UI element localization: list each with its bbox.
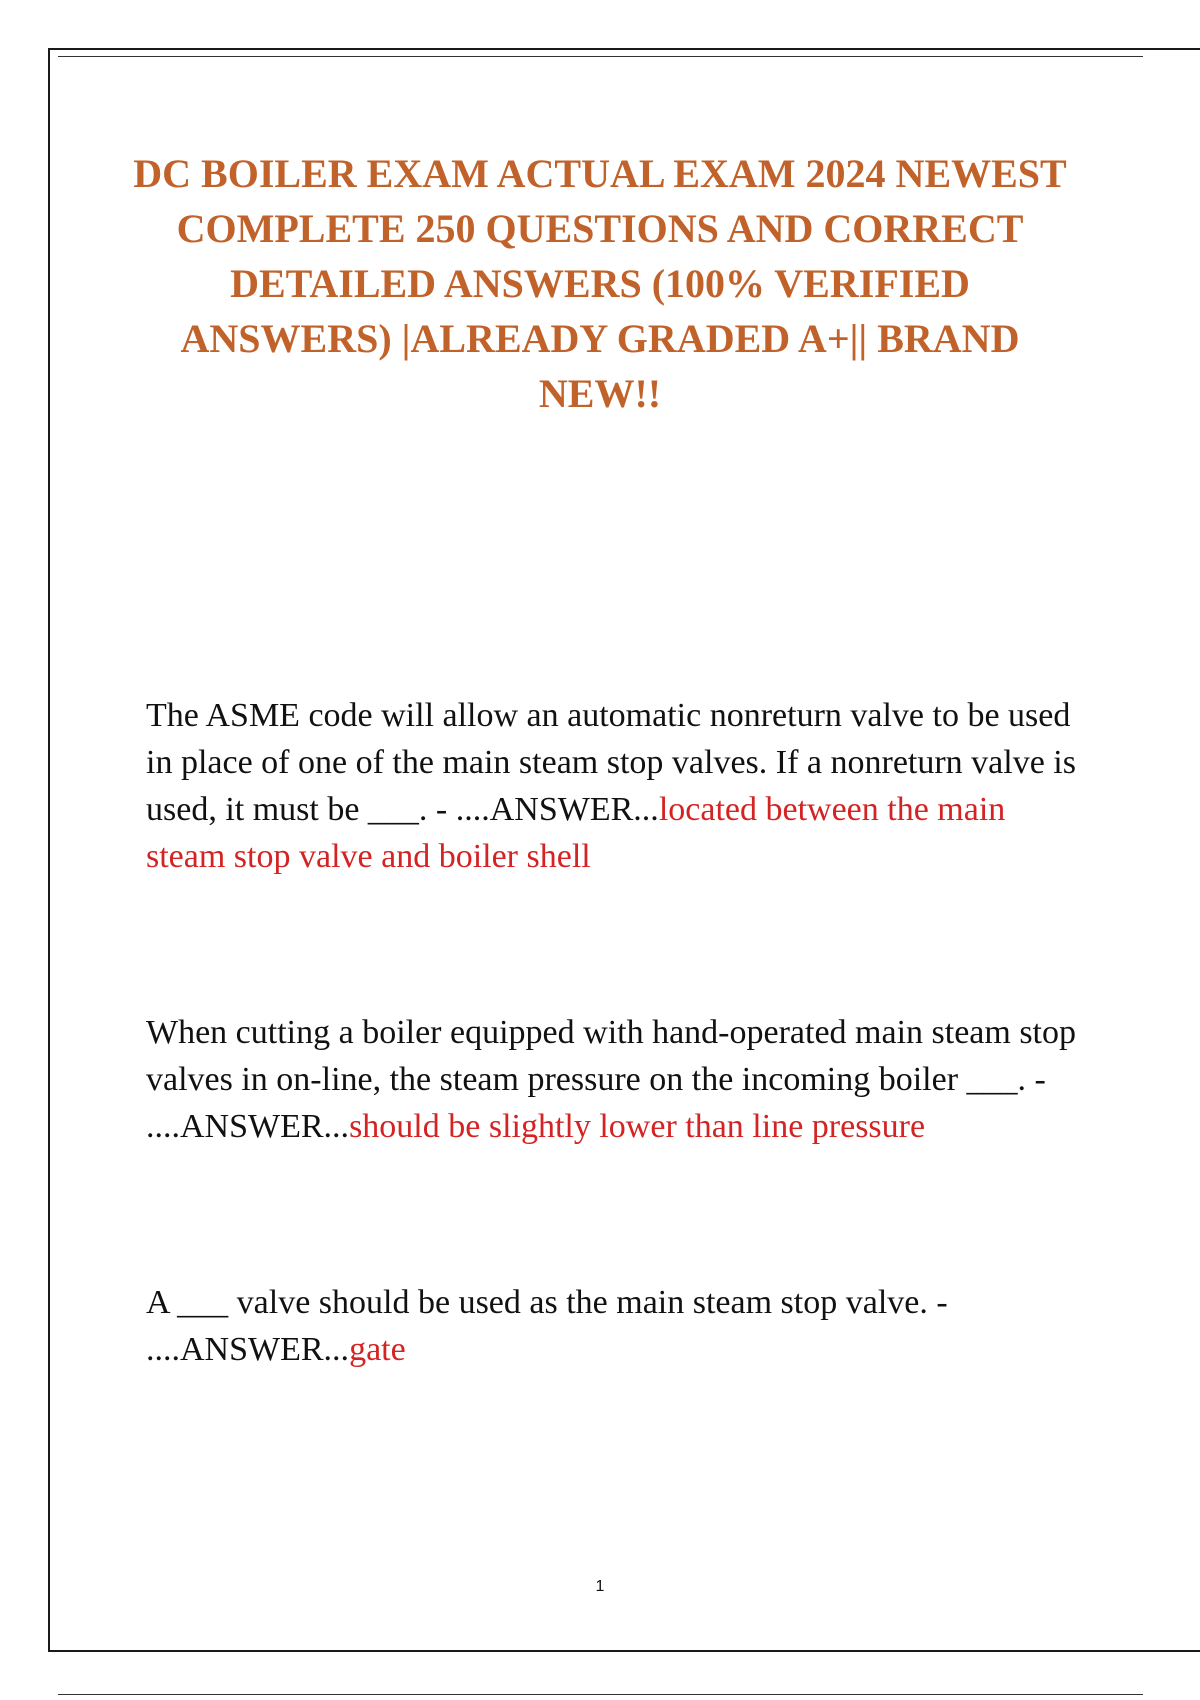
- top-rule: [58, 56, 1143, 57]
- bottom-rule: [58, 1694, 1143, 1695]
- question-text: The ASME code will allow an automatic nonreturn valve to be used in place of one of the main steam stop valves. If a nonreturn valve is used, it must be ___. - ....ANSWER...: [146, 697, 1076, 828]
- document-title: DC BOILER EXAM ACTUAL EXAM 2024 NEWEST COMPLETE 250 QUESTIONS AND CORRECT DETAILED ANSWERS (100% VERIFIED ANSWERS) |ALREADY GRADED A+|| BRAND NEW!!: [133, 151, 1067, 416]
- question-text: A ___ valve should be used as the main steam stop valve. - ....ANSWER...: [146, 1284, 948, 1368]
- answer-text: located between the main steam stop valve and boiler shell: [146, 791, 1006, 875]
- qa-item: [146, 1279, 1076, 1373]
- answer-text: gate: [349, 1331, 406, 1368]
- answer-text: should be slightly lower than line pressure: [349, 1108, 926, 1145]
- qa-item: [146, 692, 1076, 880]
- qa-item: [146, 1009, 1076, 1150]
- page-number: 1: [595, 1578, 605, 1595]
- question-text: When cutting a boiler equipped with hand-operated main steam stop valves in on-line, the steam pressure on the incoming boiler ___. - ....ANSWER...: [146, 1014, 1077, 1145]
